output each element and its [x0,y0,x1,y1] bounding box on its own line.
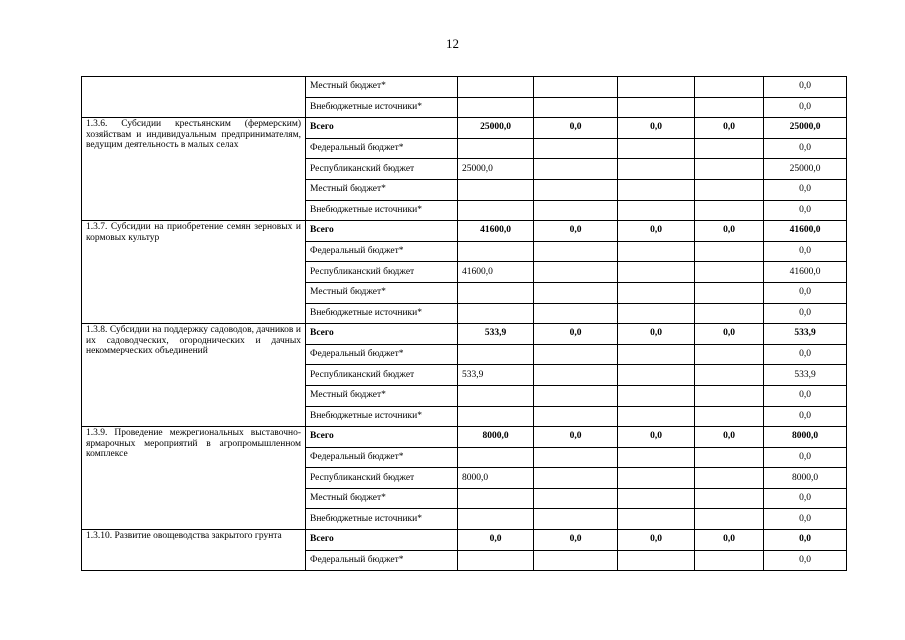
value-cell: 0,0 [534,427,618,448]
value-cell [534,77,618,98]
value-cell [534,179,618,200]
value-cell: 0,0 [618,530,695,551]
value-cell: 0,0 [618,221,695,242]
table-row [82,77,847,98]
value-cell [458,447,534,468]
value-cell: 0,0 [695,530,764,551]
funding-source-cell: Местный бюджет* [306,77,458,98]
value-cell [695,179,764,200]
value-cell: 0,0 [695,324,764,345]
total-value-cell: 0,0 [764,344,847,365]
value-cell [695,262,764,283]
funding-source-cell: Всего [306,221,458,242]
funding-source-cell: Местный бюджет* [306,385,458,406]
value-cell: 25000,0 [458,159,534,180]
funding-source-cell: Федеральный бюджет* [306,447,458,468]
value-cell: 533,9 [458,365,534,386]
value-cell: 0,0 [618,118,695,139]
value-cell [695,77,764,98]
value-cell [618,365,695,386]
value-cell [695,509,764,530]
total-value-cell: 0,0 [764,241,847,262]
value-cell [458,550,534,571]
value-cell: 0,0 [534,530,618,551]
value-cell [618,282,695,303]
funding-source-cell: Республиканский бюджет [306,468,458,489]
value-cell [695,344,764,365]
value-cell [534,509,618,530]
value-cell [458,77,534,98]
value-cell [534,344,618,365]
value-cell [534,303,618,324]
total-value-cell: 0,0 [764,179,847,200]
value-cell [458,509,534,530]
value-cell [458,241,534,262]
value-cell [618,406,695,427]
funding-source-cell: Всего [306,324,458,345]
value-cell [458,385,534,406]
value-cell [534,550,618,571]
funding-source-cell: Местный бюджет* [306,282,458,303]
value-cell [695,447,764,468]
total-value-cell: 0,0 [764,138,847,159]
value-cell: 0,0 [534,118,618,139]
total-value-cell: 0,0 [764,447,847,468]
value-cell [534,468,618,489]
page-number: 12 [446,36,459,51]
measure-name-cell: 1.3.10. Развитие овощеводства закрытого грунта [82,530,306,571]
value-cell [695,365,764,386]
value-cell [695,468,764,489]
value-cell [618,468,695,489]
value-cell [618,179,695,200]
value-cell [534,406,618,427]
total-value-cell: 0,0 [764,406,847,427]
value-cell [534,241,618,262]
funding-source-cell: Республиканский бюджет [306,262,458,283]
funding-source-cell: Внебюджетные источники* [306,200,458,221]
value-cell [618,385,695,406]
funding-source-cell: Республиканский бюджет [306,365,458,386]
value-cell [618,303,695,324]
value-cell [534,262,618,283]
funding-source-cell: Внебюджетные источники* [306,509,458,530]
total-value-cell: 0,0 [764,200,847,221]
value-cell [534,97,618,118]
value-cell [534,365,618,386]
value-cell [695,200,764,221]
value-cell [695,406,764,427]
value-cell [695,159,764,180]
budget-table [81,76,847,571]
measure-name-cell: 1.3.6. Субсидии крестьянским (фермерским) хозяйствам и индивидуальным предпринимателям, ведущим деятельность в малых селах [82,118,306,221]
value-cell: 0,0 [458,530,534,551]
value-cell [458,200,534,221]
value-cell [458,282,534,303]
total-value-cell: 0,0 [764,509,847,530]
value-cell [458,303,534,324]
value-cell [458,97,534,118]
total-value-cell: 8000,0 [764,427,847,448]
value-cell [458,138,534,159]
table-row-total [82,530,847,551]
funding-source-cell: Всего [306,118,458,139]
measure-name-cell: 1.3.8. Субсидии на поддержку садоводов, дачников и их садоводческих, огороднических и дачных некоммерческих объединений [82,324,306,427]
value-cell: 0,0 [695,427,764,448]
funding-source-cell: Внебюджетные источники* [306,303,458,324]
measure-name-cell: 1.3.7. Субсидии на приобретение семян зерновых и кормовых культур [82,221,306,324]
value-cell [534,159,618,180]
value-cell [695,138,764,159]
table-row-total [82,324,847,345]
total-value-cell: 41600,0 [764,262,847,283]
value-cell [618,77,695,98]
value-cell [618,509,695,530]
value-cell [534,447,618,468]
value-cell [695,385,764,406]
funding-source-cell: Внебюджетные источники* [306,97,458,118]
value-cell: 0,0 [695,221,764,242]
value-cell: 0,0 [618,324,695,345]
value-cell [618,488,695,509]
value-cell [695,550,764,571]
total-value-cell: 25000,0 [764,159,847,180]
value-cell [458,488,534,509]
value-cell [618,97,695,118]
total-value-cell: 8000,0 [764,468,847,489]
total-value-cell: 0,0 [764,282,847,303]
funding-source-cell: Всего [306,530,458,551]
value-cell [695,97,764,118]
value-cell [618,447,695,468]
total-value-cell: 0,0 [764,550,847,571]
total-value-cell: 533,9 [764,324,847,345]
value-cell: 0,0 [534,324,618,345]
value-cell: 41600,0 [458,262,534,283]
value-cell: 0,0 [534,221,618,242]
value-cell [534,488,618,509]
value-cell [458,344,534,365]
value-cell: 41600,0 [458,221,534,242]
value-cell [534,385,618,406]
value-cell: 25000,0 [458,118,534,139]
table-row-total [82,118,847,139]
funding-source-cell: Федеральный бюджет* [306,550,458,571]
total-value-cell: 0,0 [764,385,847,406]
value-cell [458,179,534,200]
value-cell: 0,0 [695,118,764,139]
total-value-cell: 0,0 [764,303,847,324]
total-value-cell: 533,9 [764,365,847,386]
table-row-total [82,221,847,242]
funding-source-cell: Республиканский бюджет [306,159,458,180]
funding-source-cell: Внебюджетные источники* [306,406,458,427]
value-cell [618,344,695,365]
value-cell [618,241,695,262]
funding-source-cell: Местный бюджет* [306,488,458,509]
value-cell [458,406,534,427]
value-cell: 0,0 [618,427,695,448]
value-cell [618,138,695,159]
table-row-total [82,427,847,448]
total-value-cell: 25000,0 [764,118,847,139]
value-cell: 533,9 [458,324,534,345]
value-cell [534,282,618,303]
value-cell [534,200,618,221]
funding-source-cell: Всего [306,427,458,448]
funding-source-cell: Федеральный бюджет* [306,138,458,159]
value-cell [695,488,764,509]
funding-source-cell: Местный бюджет* [306,179,458,200]
value-cell: 8000,0 [458,427,534,448]
funding-source-cell: Федеральный бюджет* [306,344,458,365]
value-cell [618,262,695,283]
total-value-cell: 0,0 [764,530,847,551]
value-cell [618,550,695,571]
value-cell [534,138,618,159]
funding-source-cell: Федеральный бюджет* [306,241,458,262]
value-cell [695,282,764,303]
total-value-cell: 0,0 [764,77,847,98]
value-cell [618,159,695,180]
value-cell [695,241,764,262]
total-value-cell: 0,0 [764,97,847,118]
total-value-cell: 41600,0 [764,221,847,242]
total-value-cell: 0,0 [764,488,847,509]
value-cell: 8000,0 [458,468,534,489]
measure-name-cell: 1.3.9. Проведение межрегиональных выставочно-ярмарочных мероприятий в агропромышленном комплексе [82,427,306,530]
measure-name-cell-empty [82,77,306,118]
value-cell [695,303,764,324]
value-cell [618,200,695,221]
